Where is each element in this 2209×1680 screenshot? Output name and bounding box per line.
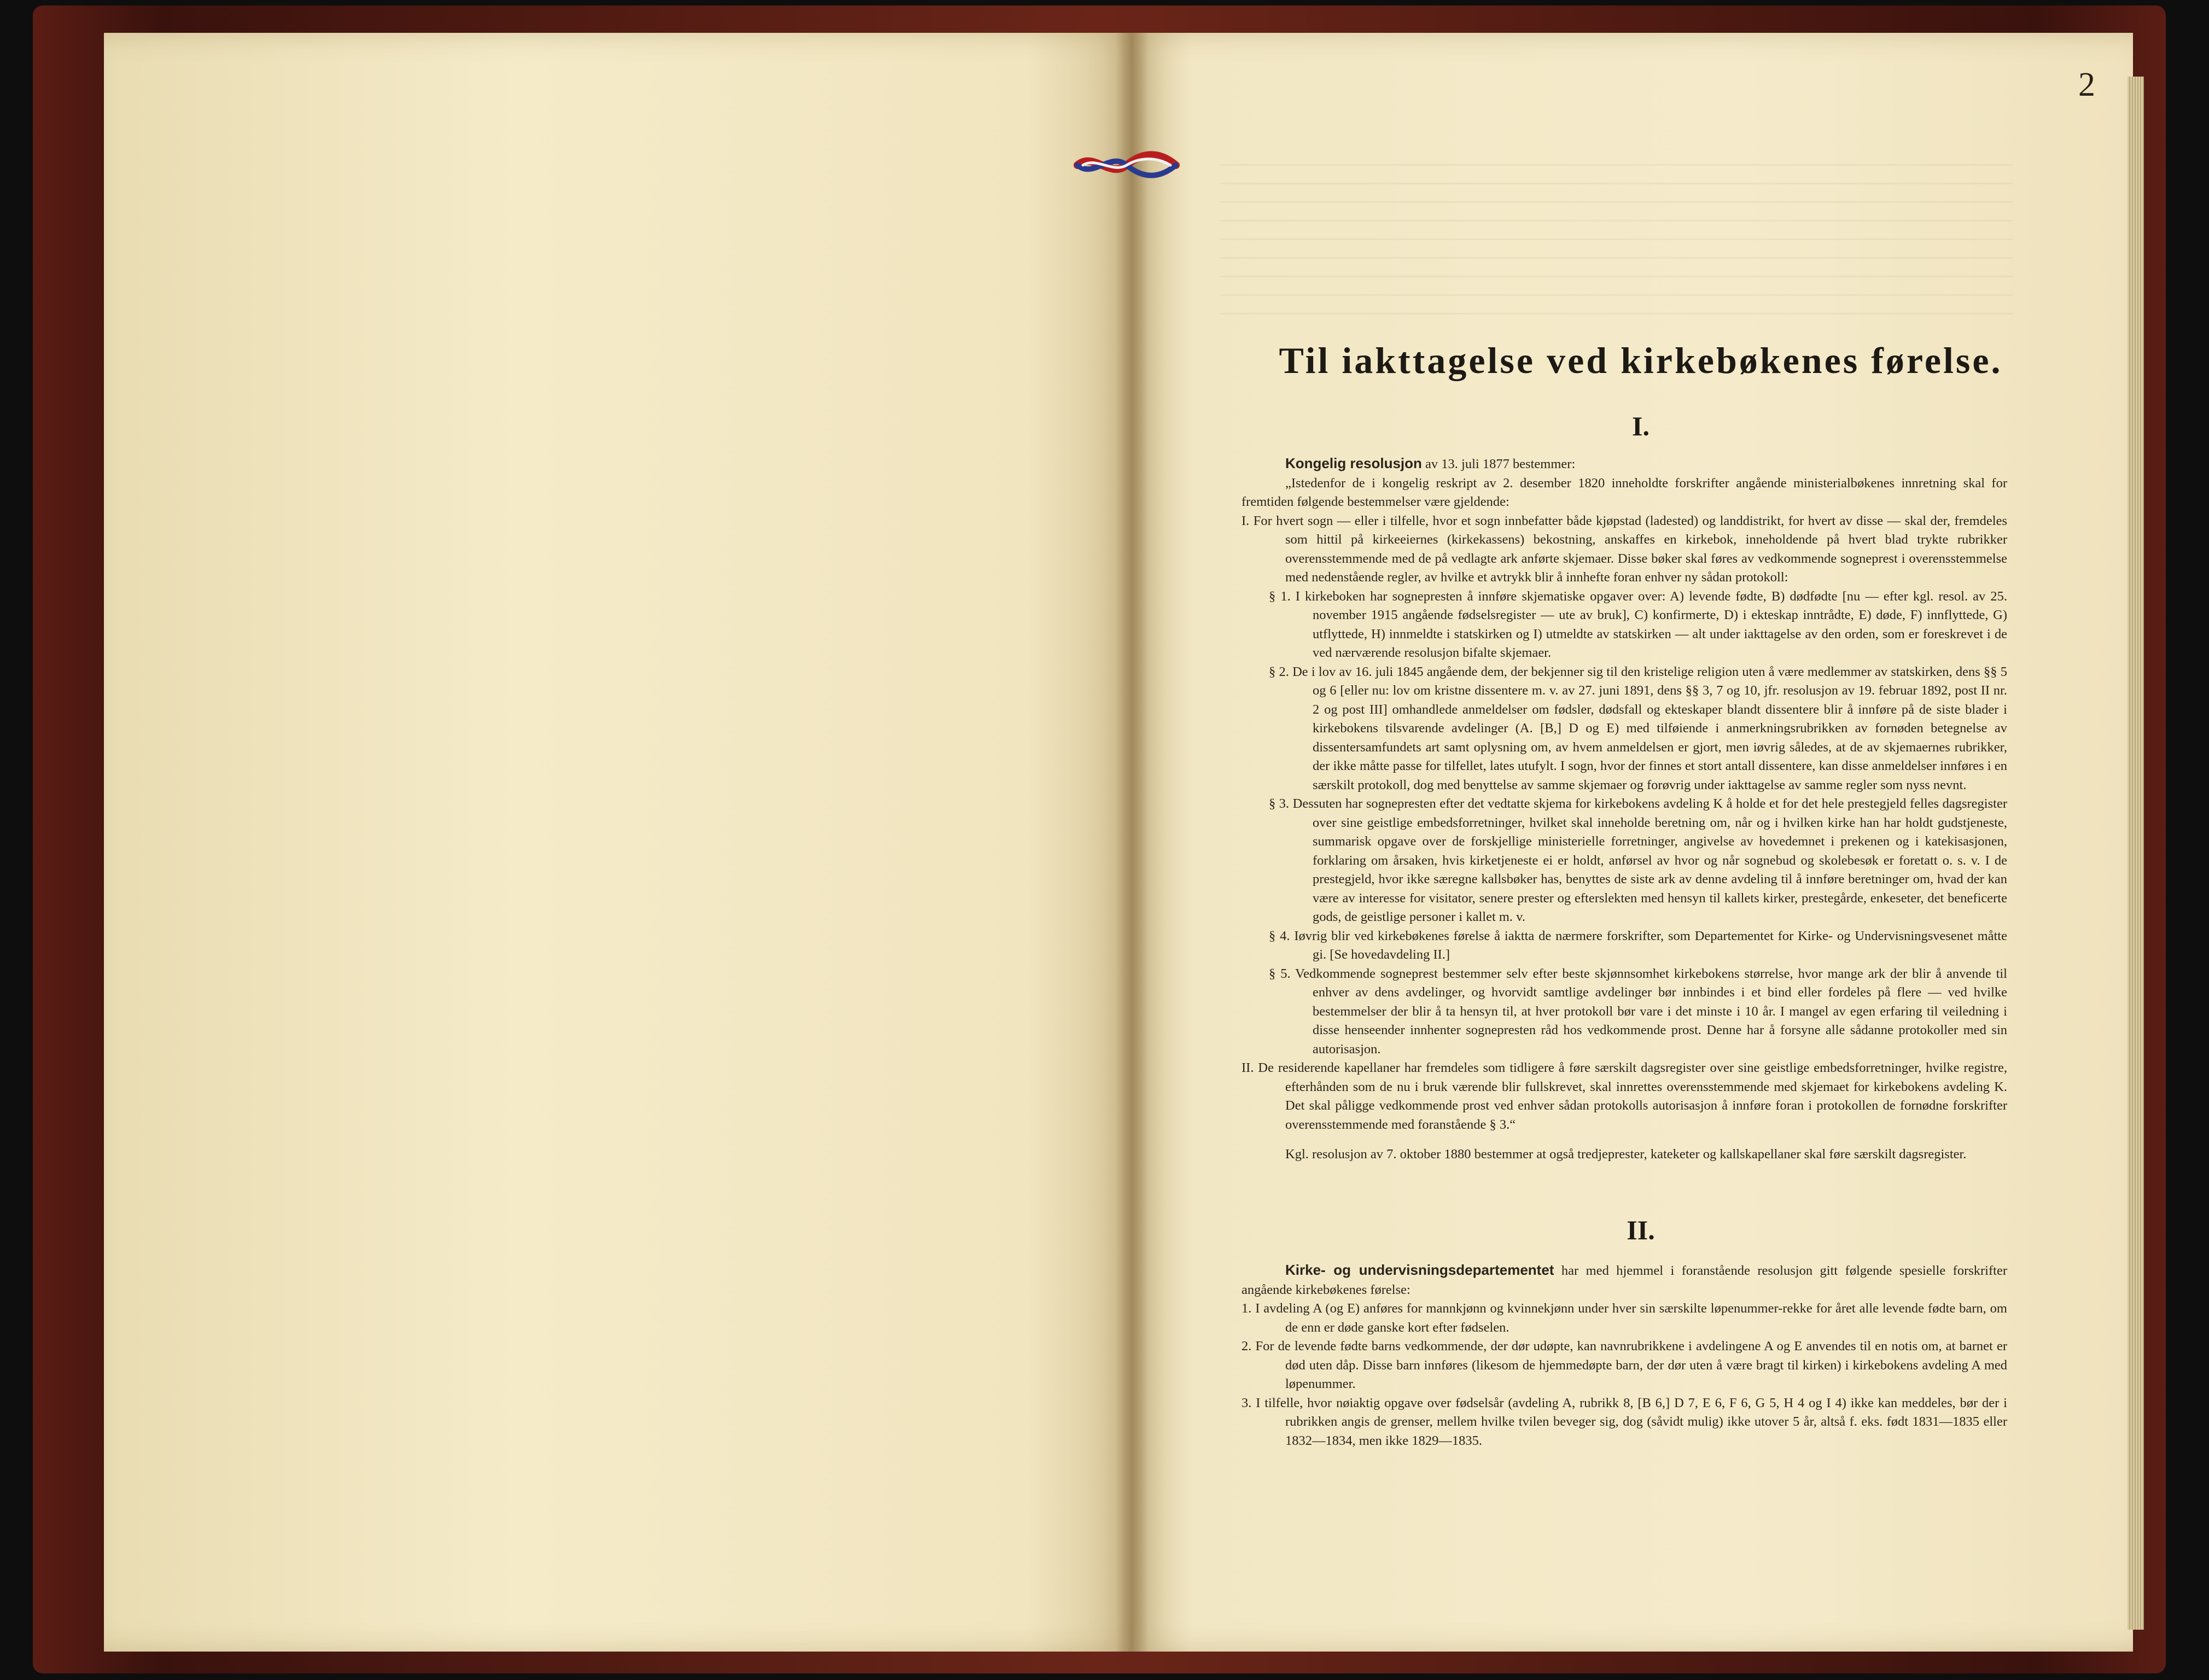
resolution-lead: Kongelig resolusjon <box>1285 455 1422 471</box>
show-through-text <box>1220 164 2013 328</box>
department-intro-text: har med hjemmel i foranstående resolusjon gitt følgende spesielle forskrifter angående kirkebøkenes førelse: <box>1242 1263 2007 1297</box>
item-II: II. De residerende kapellaner har fremdeles som tidligere å føre særskilt dagsregister over sine geistlige embedsforretninger, hvilke registre, efterhånden som de nu i bruk værende blir fullskrevet, skal innrettes overensstemmende med skjemaet for kirkebokens avdeling K. Det skal påligge vedkommende prost ved enhver sådan protokolls autorisasjon å innføre foran i protokollen de fornødne forskrifter overensstemmende med foranstående § 3.“ <box>1242 1060 2007 1132</box>
book-gutter <box>1116 33 1149 1652</box>
section-heading-2: II. <box>1627 1215 1655 1245</box>
paragraph-1: § 1. I kirkeboken har sognepresten å innføre skjematiske opgaver over: A) levende fødte, B) dødfødte [nu — efter kgl. resol. av 25. november 1915 angående fødselsregister — ute av bruk], C) konfirmerte, D) i ekteskap inntrådte, E) døde, F) innflyttede, G) utflyttede, H) innmeldte i statskirken og I) utmeldte av statskirken — alt under iakttagelse av den orden, som er foreskrevet i de ved nærværende resolusjon bifalte skjemaer. <box>1269 588 2007 660</box>
section-2-body <box>1242 1261 2007 1450</box>
paragraph-2: § 2. De i lov av 16. juli 1845 angående dem, der bekjenner sig til den kristelige religion uten å være medlemmer av statskirken, dens §§ 5 og 6 [eller nu: lov om kristne dissentere m. v. av 27. juni 1891, dens §§ 3, 7 og 10, jfr. resolusjon av 19. februar 1892, post II nr. 2 og post III] omhandlede anmeldelser om fødsler, dødsfall og ekteskaper blandt dissentere blir å innføre på de siste blader i kirkebokens tilsvarende avdelinger (A. [B,] D og E) med tilføiende i anmerkningsrubrikken av fornøden betegnelse av dissentersamfundets art samt oplysning om, av hvem anmeldelsen er gjort, men iøvrig således, at de av skjemaernes rubrikker, der ikke måtte passe for tilfellet, lates utufylt. I sogn, hvor der finnes et stort antall dissentere, kan disse anmeldelser innføres i en særskilt protokoll, dog med benyttelse av samme skjemaer og forøvrig under iakttagelse av samme regler som nyss nevnt. <box>1269 664 2007 792</box>
closing-resolution: Kgl. resolusjon av 7. oktober 1880 bestemmer at også tredjeprester, kateketer og kallskapellaner skal føre særskilt dagsregister. <box>1285 1147 1967 1162</box>
paragraph-3: § 3. Dessuten har sognepresten efter det vedtatte skjema for kirkebokens avdeling K å holde et for det hele prestegjeld felles dagsregister over sine geistlige embedsforretninger, hvilket skal inneholde beretning om, når og i hvilken kirke han har holdt gudstjeneste, summarisk opgave over de forskjellige ministerielle forretninger, angivelse av hovedemnet i prekenen og i katekisasjonen, forklaring om årsaken, hvis kirketjeneste ei er holdt, anførsel av hvor og når sognebud og skolebesøk er foretatt o. s. v. I de prestegjeld, hvor ikke særegne kallsbøker has, benyttes de siste ark av denne avdeling til å innføre beretninger om, hvad der kan være av interesse for visitator, senere prester og efterslekten med hensyn til kallets kirker, prestegårde, enkeseter, det beneficerte gods, de geistlige personer i kallet m. v. <box>1269 796 2007 924</box>
paragraph-4: § 4. Iøvrig blir ved kirkebøkenes førelse å iaktta de nærmere forskrifter, som Departementet for Kirke- og Undervisningsvesenet måtte gi. [Se hovedavdeling II.] <box>1269 928 2007 962</box>
page-number: 2 <box>2078 66 2095 103</box>
paragraph-intro: „Istedenfor de i kongelig reskript av 2. desember 1820 inneholdte forskrifter angående ministerialbøkenes innretning skal for fremtiden følgende bestemmelser være gjeldende: <box>1242 475 2007 509</box>
page-edges <box>2128 77 2144 1630</box>
page-title: Til iakttagelse ved kirkebøkenes førelse. <box>1279 340 2003 381</box>
section-1-body <box>1242 454 2007 1164</box>
paragraph-5: § 5. Vedkommende sogneprest bestemmer selv efter beste skjønnsomhet kirkebokens størrelse, hvor mange ark der blir å anvende til enhver av dens avdelinger, og hvorvidt samtlige avdelinger bør innbindes i et bind eller fordeles på flere — ved hvilke bestemmelser der blir å ta hensyn til, at hver protokoll bør vare i det minste i 10 år. I mangel av egen erfaring til veiledning i disse henseender innhenter sognepresten råd hos vedkommende prost. Denne har å forsyne alle sådanne protokoller med sin autorisasjon. <box>1269 966 2007 1057</box>
item-I: I. For hvert sogn — eller i tilfelle, hvor et sogn innbefatter både kjøpstad (ladested) og landdistrikt, for hvert av disse — skal der, fremdeles som hittil på kirkeeiernes (kirkekassens) bekostning, anskaffes en kirkebok, inneholdende på hvert blad trykte rubrikker overensstemmende med de på vedlagte ark anførte skjemaer. Disse bøker skal føres av vedkommende sogneprest i overensstemmelse med nedenstående regler, av hvilke et avtrykk blir å innhefte foran enhver ny sådan protokoll: <box>1242 513 2007 585</box>
resolution-intro <box>1242 454 2007 474</box>
section-heading-1: I. <box>1632 411 1650 441</box>
rule-3: 3. I tilfelle, hvor nøiaktig opgave over fødselsår (avdeling A, rubrikk 8, [B 6,] D 7, E 6, F 6, G 5, H 4 og I 4) ikke kan meddeles, bør der i rubrikken angis de grenser, mellem hvilke tvilen beveger sig, dog (såvidt mulig) ikke utover 5 år, altså f. eks. født 1831—1835 eller 1832—1834, men ikke 1829—1835. <box>1242 1395 2007 1448</box>
left-page-blank <box>104 33 1132 1652</box>
rule-2: 2. For de levende fødte barns vedkommende, der dør udøpte, kan navnrubrikkene i avdelingene A og E anvendes til en notis om, at barnet er død uten dåp. Disse barn innføres (likesom de hjemmedøpte barn, der dør uten å være bragt til kirken) i kirkebokens avdeling A med løpenummer. <box>1242 1339 2007 1391</box>
resolution-date: av 13. juli 1877 bestemmer: <box>1421 457 1576 471</box>
bookmark-ribbon-icon <box>1072 149 1181 182</box>
department-intro <box>1242 1261 2007 1299</box>
department-lead: Kirke- og undervisningsdepartementet <box>1285 1262 1554 1278</box>
rule-1: 1. I avdeling A (og E) anføres for mannkjønn og kvinnekjønn under hver sin særskilte løpenummer-rekke for året alle levende fødte barn, om de enn er døde ganske kort efter fødselen. <box>1242 1301 2007 1335</box>
